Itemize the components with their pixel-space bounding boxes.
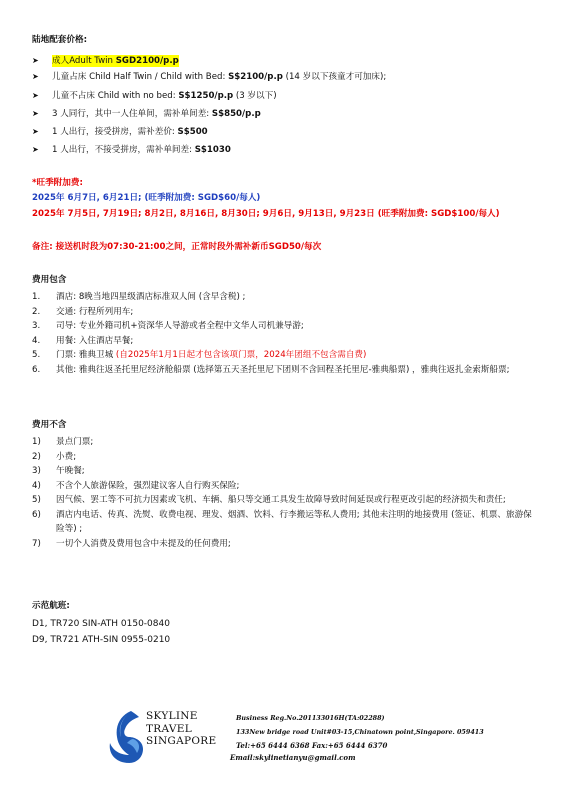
list-item: 3) 午晚餐;: [32, 466, 85, 476]
price-note: (3 岁以下): [233, 91, 277, 101]
list-item: 1. 酒店: 8晚当地四星级酒店标准双人间 (含早含税) ;: [32, 292, 246, 302]
list-item: 2. 交通: 行程所列用车;: [32, 306, 134, 317]
skyline-logo-icon: [107, 709, 147, 765]
arrow-bullet-icon: ➤: [32, 145, 39, 154]
email: Email:skylinetianyu@gmail.com: [230, 753, 356, 762]
price-label: 儿童占床 Child Half Twin / Child with Bed:: [52, 72, 229, 82]
includes-list: [32, 290, 532, 377]
price-note: (14 岁以下孩童才可加床);: [282, 72, 387, 82]
remark-text: 备注: 接送机时段为07:30-21:00之间，正常时段外需补新币SGD50/每次: [32, 242, 322, 252]
flight-line-2: D9, TR721 ATH-SIN 0955-0210: [32, 635, 171, 645]
price-value: S$1030: [194, 145, 231, 155]
business-reg: Business Reg.No.201133016H(TA:02288): [236, 714, 385, 722]
price-item-adult: [32, 55, 179, 67]
list-item: 6) 酒店内电话、传真、洗熨、收费电视、理发、烟酒、饮料、行李搬运等私人费用; 其他未注明的地接费用 (签证、机票、旅游保险等) ;: [32, 509, 532, 534]
list-item: 5. 门票: 雅典卫城 (自2025年1月1日起才包含该项门票，2024年团组不包含需自费): [32, 350, 367, 360]
price-value: S$2100/p.p: [228, 72, 283, 82]
list-item: 4. 用餐: 入住酒店早餐;: [32, 335, 134, 346]
price-item-share-room: [32, 126, 208, 138]
excludes-heading: 费用不含: [32, 420, 67, 430]
price-label: 儿童不占床 Child with no bed:: [52, 91, 179, 101]
price-item-no-share: [32, 144, 231, 156]
flights-heading: 示范航班:: [32, 601, 70, 611]
arrow-bullet-icon: ➤: [32, 109, 39, 118]
list-item: 5) 因气候、罢工等不可抗力因素或飞机、车辆、船只等交通工具发生故障导致时间延误或行程更改引起的经济损失和责任;: [32, 495, 506, 505]
price-label: 3 人同行，其中一人住单间，需补单间差:: [52, 109, 212, 119]
list-item: 6. 其他: 雅典往返圣托里尼经济舱船票 (选择第五天圣托里尼下团则不含回程圣托里尼-雅典船票) ，雅典往返扎金索斯船票;: [32, 364, 510, 375]
list-item: 7) 一切个人消费及费用包含中未提及的任何费用;: [32, 538, 231, 549]
flight-line-1: D1, TR720 SIN-ATH 0150-0840: [32, 619, 170, 629]
price-value: SGD2100/p.p: [115, 56, 179, 66]
peak-line-1: 2025年 6月7日, 6月21日; (旺季附加费: SGD$60/每人): [32, 193, 261, 203]
includes-heading: 费用包含: [32, 275, 67, 285]
price-value: S$1250/p.p: [178, 91, 234, 101]
price-item-child-bed: [32, 71, 386, 83]
arrow-bullet-icon: ➤: [32, 127, 39, 136]
list-item: 3. 司导: 专业外籍司机+资深华人导游或者全程中文华人司机兼导游;: [32, 321, 304, 331]
arrow-bullet-icon: ➤: [32, 56, 39, 65]
price-item-single-supplement: [32, 108, 261, 120]
price-value: S$500: [177, 127, 208, 137]
list-item: 1) 景点门票;: [32, 437, 94, 447]
excludes-list: [32, 435, 532, 551]
price-label: 1 人出行，不接受拼房，需补单间差:: [52, 145, 195, 155]
arrow-bullet-icon: ➤: [32, 72, 39, 81]
peak-heading: *旺季附加费:: [32, 178, 83, 188]
brand-name: SKYLINE TRAVEL SINGAPORE: [146, 710, 217, 747]
list-item: 4) 不含个人旅游保险，强烈建议客人自行购买保险;: [32, 480, 240, 491]
price-value: S$850/p.p: [211, 109, 261, 119]
list-item: 2) 小费;: [32, 451, 77, 462]
price-label: 1 人出行，接受拼房，需补差价:: [52, 127, 178, 137]
price-item-child-no-bed: [32, 90, 277, 102]
peak-line-2: 2025年 7月5日, 7月19日; 8月2日, 8月16日, 8月30日; 9月6日, 9月13日, 9月23日 (旺季附加费: SGD$100/每人): [32, 209, 500, 219]
address: 133New bridge road Unit#03-15,Chinatown point,Singapore. 059413: [236, 728, 484, 736]
pricing-heading: 陆地配套价格:: [32, 35, 87, 45]
arrow-bullet-icon: ➤: [32, 91, 39, 100]
phone-fax: Tel:+65 6444 6368 Fax:+65 6444 6370: [236, 741, 388, 750]
price-label: 成人Adult Twin: [52, 56, 116, 66]
